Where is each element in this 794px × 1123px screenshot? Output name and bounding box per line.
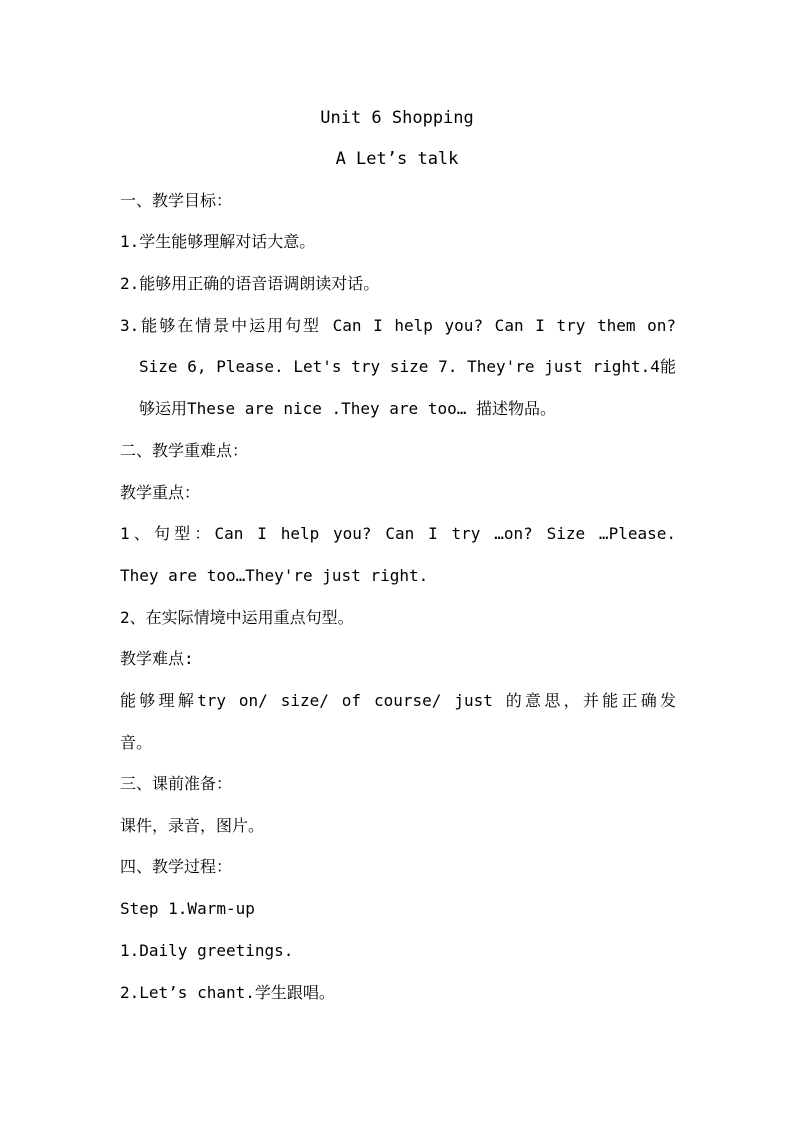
section-heading-objectives: 一、教学目标：: [120, 191, 233, 210]
section-heading-preparation: 三、课前准备：: [120, 774, 233, 793]
subheading-key-points: 教学重点：: [120, 483, 201, 502]
objective-item-1: 1.学生能够理解对话大意。: [120, 232, 316, 251]
difficult-point-item-continued: 音。: [120, 733, 153, 752]
preparation-item: 课件，录音，图片。: [120, 816, 265, 835]
key-point-item-1: 1、句型：Can I help you? Can I try …on? Size …Please.: [120, 524, 676, 543]
procedure-step-1: Step 1.Warm-up: [120, 899, 255, 918]
key-point-item-1-continued: They are too…They're just right.: [120, 566, 429, 585]
document-subtitle: A Let’s talk: [335, 149, 459, 169]
key-point-item-2: 2、在实际情境中运用重点句型。: [120, 608, 354, 627]
subheading-difficult-points: 教学难点:: [120, 649, 194, 668]
procedure-step-1-item-1: 1.Daily greetings.: [120, 941, 294, 960]
objective-item-3-continued: Size 6, Please. Let's try size 7. They're just right.4能: [139, 357, 676, 376]
difficult-point-item: 能够理解try on/ size/ of course/ just 的意思，并能正确发: [120, 691, 676, 710]
objective-item-3: 3.能够在情景中运用句型 Can I help you? Can I try them on?: [120, 316, 676, 335]
procedure-step-1-item-2: 2.Let’s chant.学生跟唱。: [120, 983, 335, 1002]
section-heading-key-points: 二、教学重难点：: [120, 441, 249, 460]
objective-item-4-continued: 够运用These are nice .They are too… 描述物品。: [139, 399, 556, 418]
section-heading-procedure: 四、教学过程：: [120, 857, 233, 876]
document-title: Unit 6 Shopping: [320, 108, 474, 128]
objective-item-2: 2.能够用正确的语音语调朗读对话。: [120, 274, 380, 293]
